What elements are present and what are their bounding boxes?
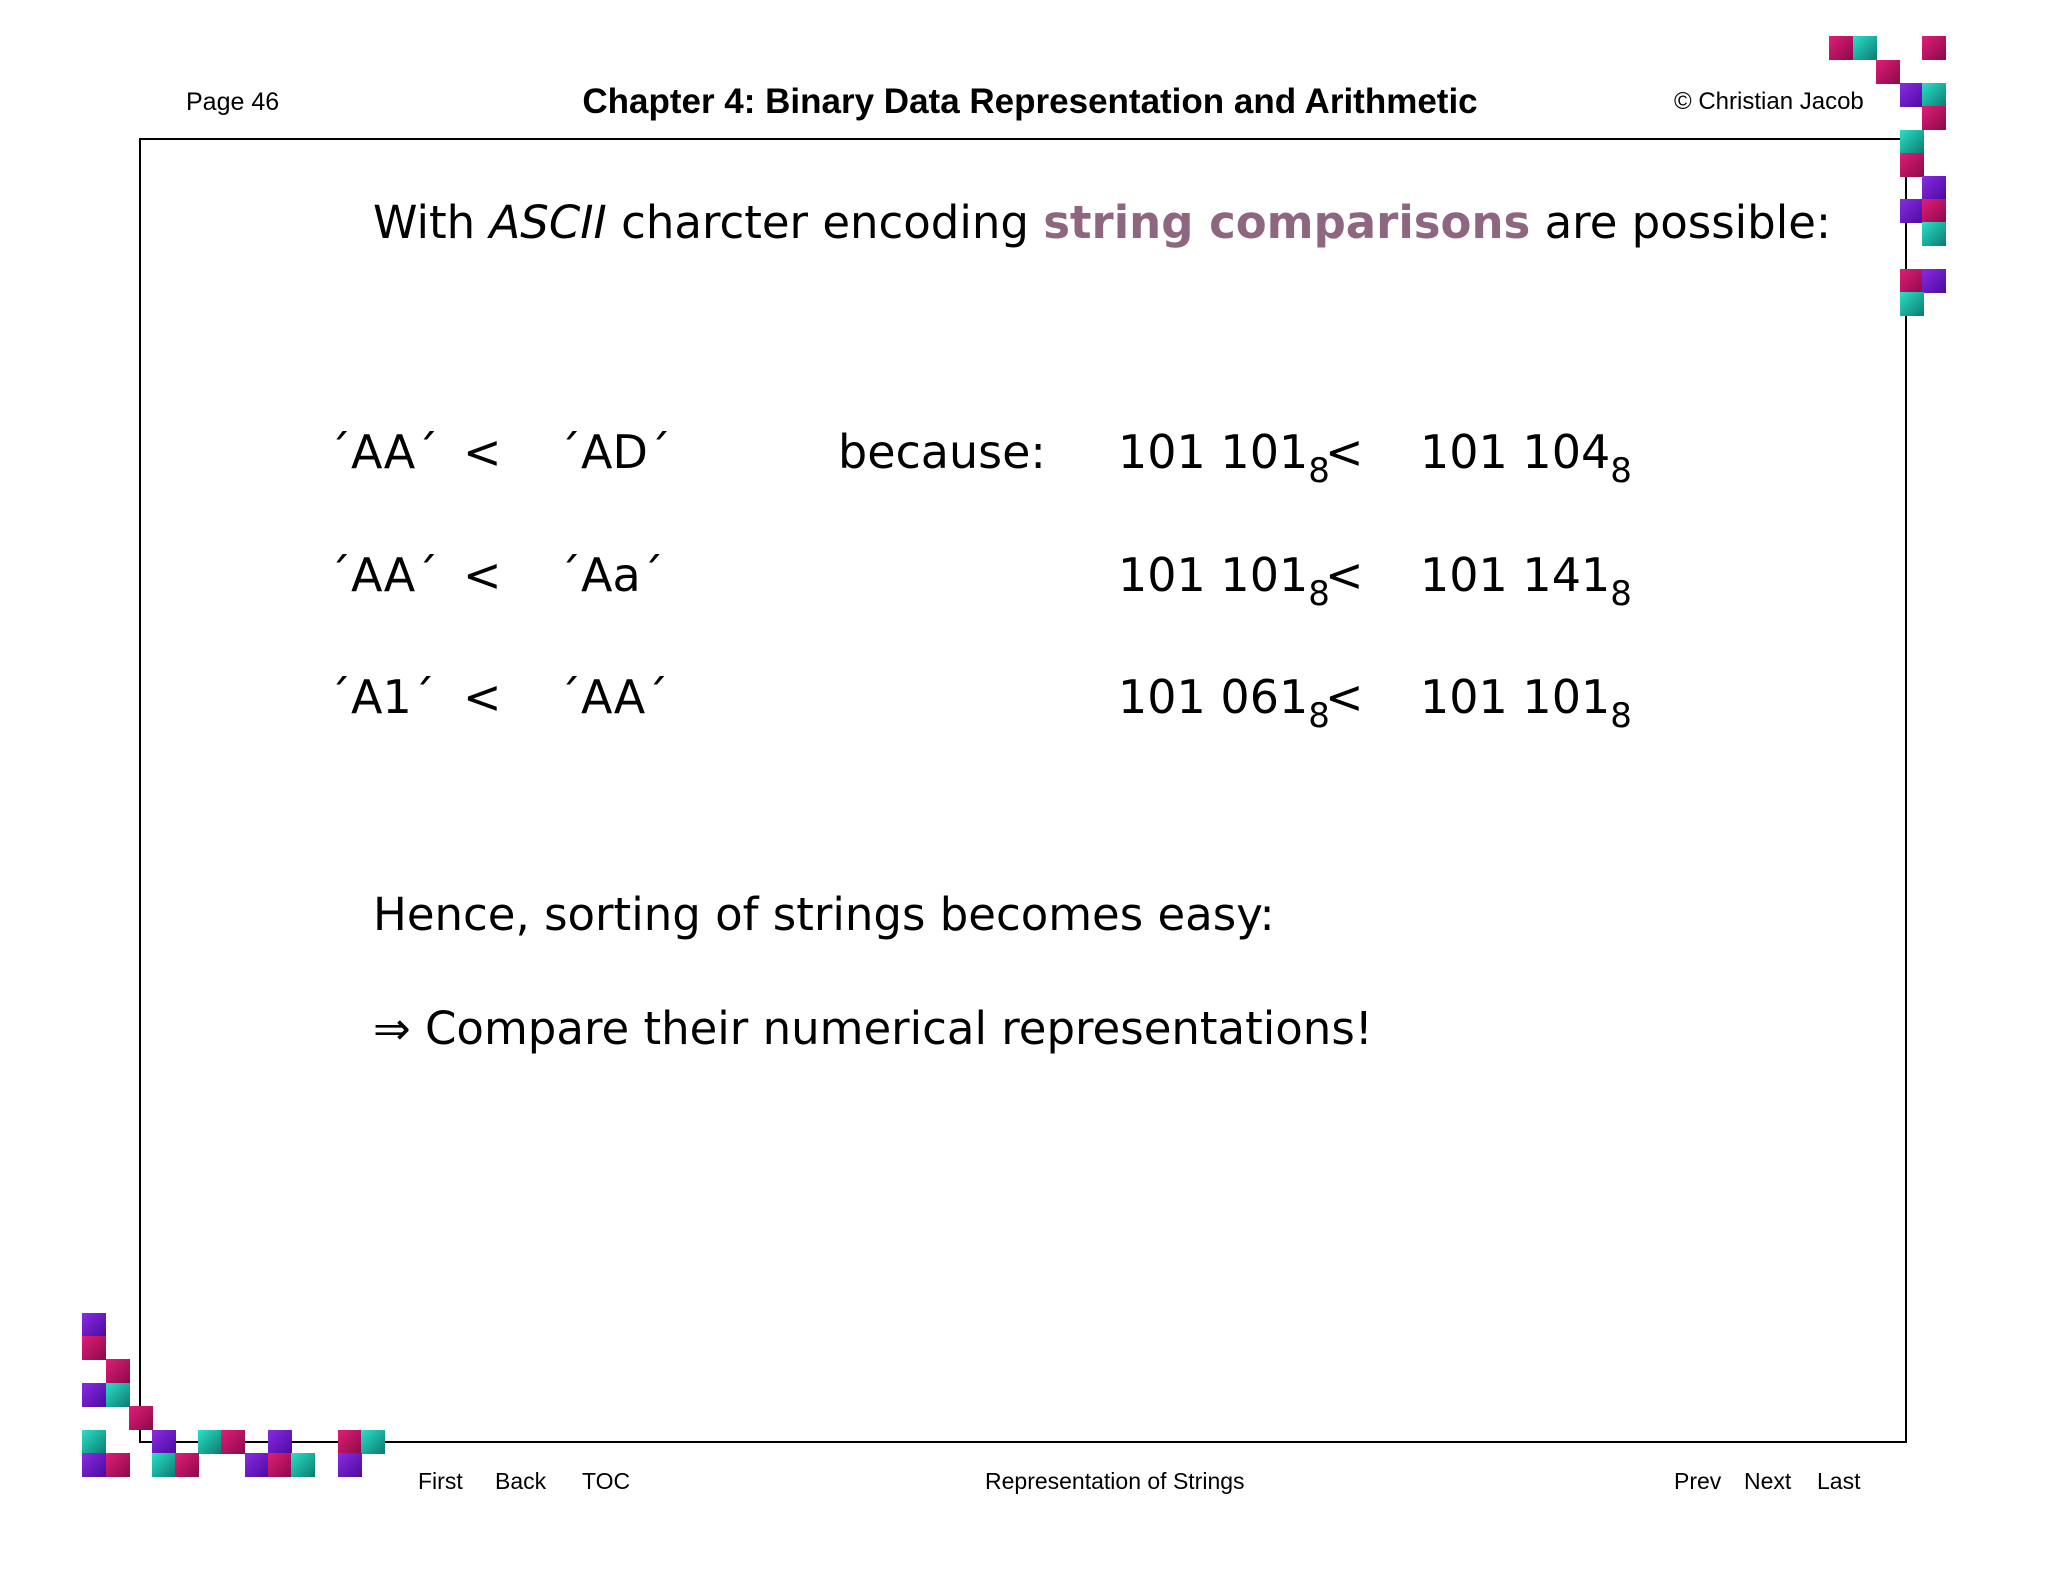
decor-block — [82, 1336, 106, 1360]
intro-part3: are possible: — [1530, 196, 1832, 249]
decor-block — [245, 1453, 269, 1477]
string-operator: < — [463, 670, 502, 724]
decor-block — [1853, 36, 1877, 60]
decor-block — [82, 1313, 106, 1337]
numeric-right — [1420, 548, 1632, 614]
intro-highlight: string comparisons — [1043, 196, 1531, 249]
decor-block — [82, 1383, 106, 1407]
nav-next-link[interactable]: Next — [1744, 1468, 1792, 1494]
base-subscript: 8 — [1308, 574, 1330, 614]
numeric-operator: < — [1325, 425, 1364, 479]
numeric-right-value: 101 104 — [1420, 425, 1611, 479]
decor-block — [338, 1430, 362, 1454]
string-right: ´AA´ — [558, 670, 669, 724]
decor-block — [221, 1430, 245, 1454]
string-right: ´Aa´ — [558, 548, 664, 602]
decor-block — [268, 1430, 292, 1454]
decor-block — [106, 1383, 130, 1407]
decor-block — [1922, 106, 1946, 130]
nav-last-link[interactable]: Last — [1817, 1468, 1861, 1494]
slide-frame — [139, 138, 1907, 1443]
numeric-right — [1420, 425, 1632, 491]
decor-block — [1922, 36, 1946, 60]
decor-block — [106, 1453, 130, 1477]
decor-block — [1900, 269, 1924, 293]
section-title: Representation of Strings — [985, 1468, 1245, 1494]
numeric-right-value: 101 101 — [1420, 670, 1611, 724]
decor-block — [175, 1453, 199, 1477]
numeric-left — [1118, 548, 1330, 614]
nav-prev-link[interactable]: Prev — [1674, 1468, 1722, 1494]
base-subscript: 8 — [1308, 696, 1330, 736]
base-subscript: 8 — [1610, 451, 1632, 491]
decor-block — [198, 1430, 222, 1454]
conclusion-line-1: Hence, sorting of strings becomes easy: — [373, 888, 1275, 941]
numeric-left-value: 101 101 — [1118, 548, 1309, 602]
decor-block — [152, 1453, 176, 1477]
numeric-left-value: 101 061 — [1118, 670, 1309, 724]
numeric-right-value: 101 141 — [1420, 548, 1611, 602]
decor-block — [1900, 83, 1924, 107]
page-number: Page 46 — [186, 88, 280, 116]
decor-block — [129, 1406, 153, 1430]
nav-back-link[interactable]: Back — [495, 1468, 547, 1494]
decor-block — [1900, 199, 1924, 223]
base-subscript: 8 — [1610, 696, 1632, 736]
decor-block — [1922, 199, 1946, 223]
numeric-left — [1118, 425, 1330, 491]
decor-block — [1829, 36, 1853, 60]
decor-block — [1900, 153, 1924, 177]
chapter-title: Chapter 4: Binary Data Representation and Arithmetic — [582, 82, 1478, 121]
decor-block — [82, 1453, 106, 1477]
base-subscript: 8 — [1308, 451, 1330, 491]
decor-block — [338, 1453, 362, 1477]
because-label: because: — [838, 425, 1046, 479]
numeric-left — [1118, 670, 1330, 736]
numeric-operator: < — [1325, 670, 1364, 724]
decor-block — [1922, 269, 1946, 293]
numeric-operator: < — [1325, 548, 1364, 602]
base-subscript: 8 — [1610, 574, 1632, 614]
decor-block — [361, 1430, 385, 1454]
string-left: ´AA´ — [328, 548, 439, 602]
conclusion-line-2: ⇒ Compare their numerical representations! — [373, 1002, 1373, 1055]
nav-toc-link[interactable]: TOC — [582, 1468, 631, 1494]
numeric-left-value: 101 101 — [1118, 425, 1309, 479]
intro-part2: charcter encoding — [606, 196, 1044, 249]
decor-block — [1922, 176, 1946, 200]
intro-ascii: ASCII — [489, 196, 607, 249]
decor-block — [1900, 130, 1924, 154]
nav-first-link[interactable]: First — [418, 1468, 463, 1494]
decor-block — [1900, 292, 1924, 316]
string-operator: < — [463, 425, 502, 479]
decor-block — [82, 1430, 106, 1454]
intro-part1: With — [373, 196, 490, 249]
decor-block — [1922, 83, 1946, 107]
decor-block — [291, 1453, 315, 1477]
decor-block — [1922, 222, 1946, 246]
string-left: ´AA´ — [328, 425, 439, 479]
decor-block — [1876, 60, 1900, 84]
decor-block — [268, 1453, 292, 1477]
intro-text — [373, 196, 1831, 249]
string-left: ´A1´ — [328, 670, 435, 724]
numeric-right — [1420, 670, 1632, 736]
decor-block — [152, 1430, 176, 1454]
decor-block — [106, 1359, 130, 1383]
string-right: ´AD´ — [558, 425, 671, 479]
string-operator: < — [463, 548, 502, 602]
copyright-notice: © Christian Jacob — [1674, 88, 1864, 115]
